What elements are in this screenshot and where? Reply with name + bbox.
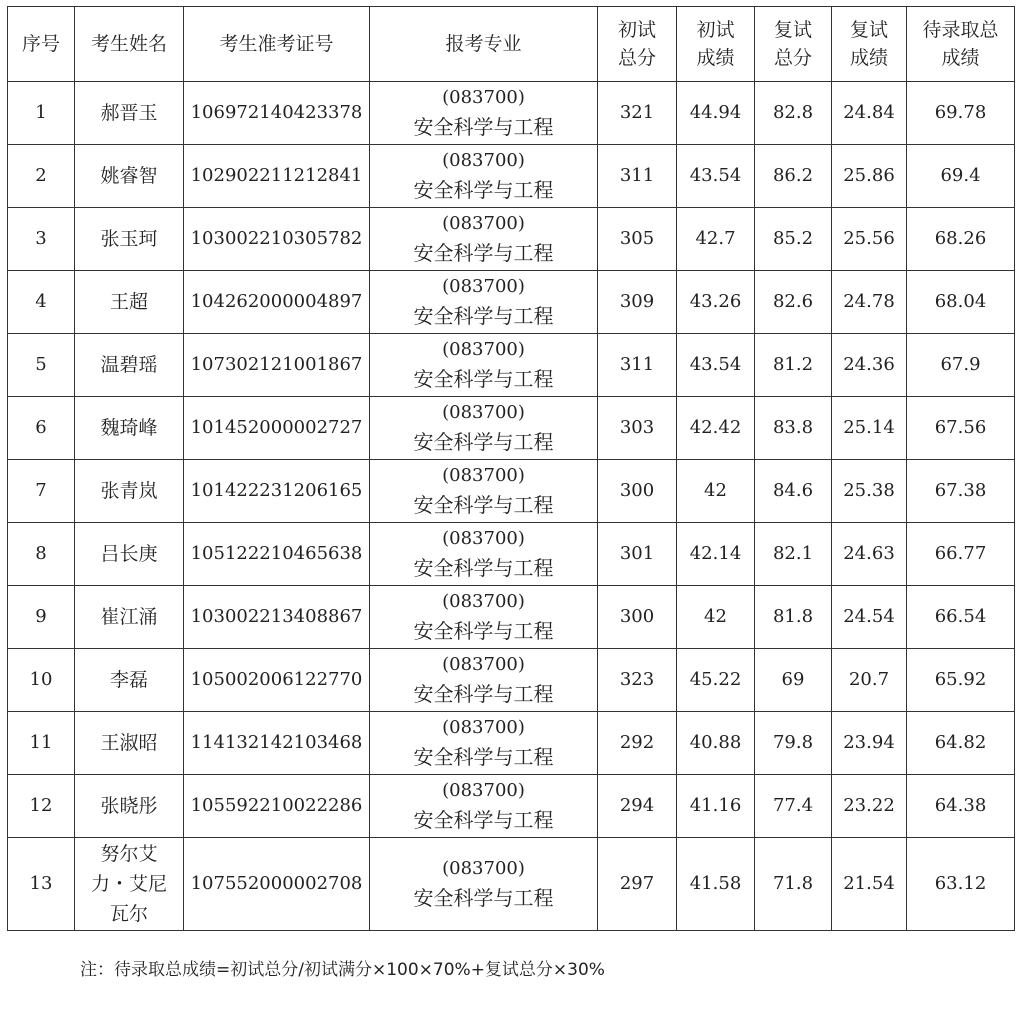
formula-note: 注：待录取总成绩=初试总分/初试满分×100×70%+复试总分×30% — [80, 960, 605, 980]
cell-major — [370, 460, 598, 523]
header-major: 报考专业 — [370, 7, 598, 82]
header-re-total: 复试 总分 — [755, 7, 832, 82]
major-name: 安全科学与工程 — [413, 367, 554, 391]
cell-major — [370, 712, 598, 775]
cell-final: 69.4 — [907, 145, 1015, 208]
cell-final: 67.9 — [907, 334, 1015, 397]
cell-first-total: 311 — [598, 334, 677, 397]
cell-final: 68.04 — [907, 271, 1015, 334]
cell-major — [370, 397, 598, 460]
cell-first-total: 309 — [598, 271, 677, 334]
cell-exam-id: 103002213408867 — [184, 586, 370, 649]
cell-exam-id: 104262000004897 — [184, 271, 370, 334]
cell-re-score: 25.86 — [832, 145, 907, 208]
header-first-score: 初试 成绩 — [677, 7, 755, 82]
cell-final: 69.78 — [907, 82, 1015, 145]
cell-first-score: 43.54 — [677, 145, 755, 208]
cell-name: 温碧瑶 — [75, 334, 184, 397]
cell-name: 魏琦峰 — [75, 397, 184, 460]
cell-first-score: 43.26 — [677, 271, 755, 334]
cell-re-total: 85.2 — [755, 208, 832, 271]
cell-name: 王超 — [75, 271, 184, 334]
major-code: (083700) — [442, 780, 525, 801]
major-name: 安全科学与工程 — [413, 886, 554, 910]
table-row — [8, 712, 1015, 775]
cell-re-total: 82.8 — [755, 82, 832, 145]
cell-exam-id: 107552000002708 — [184, 838, 370, 931]
cell-first-score: 42.7 — [677, 208, 755, 271]
cell-re-score: 25.38 — [832, 460, 907, 523]
header-row — [8, 7, 1015, 82]
cell-name: 张青岚 — [75, 460, 184, 523]
table-row — [8, 460, 1015, 523]
cell-re-score: 20.7 — [832, 649, 907, 712]
major-name: 安全科学与工程 — [413, 115, 554, 139]
cell-major — [370, 586, 598, 649]
cell-exam-id: 107302121001867 — [184, 334, 370, 397]
cell-major — [370, 649, 598, 712]
cell-re-total: 81.2 — [755, 334, 832, 397]
cell-major — [370, 775, 598, 838]
cell-seq: 1 — [8, 82, 75, 145]
cell-exam-id: 101452000002727 — [184, 397, 370, 460]
major-name: 安全科学与工程 — [413, 556, 554, 580]
table-row — [8, 775, 1015, 838]
major-name: 安全科学与工程 — [413, 808, 554, 832]
cell-name: 努尔艾 力・艾尼 瓦尔 — [75, 838, 184, 931]
cell-first-total: 303 — [598, 397, 677, 460]
major-name: 安全科学与工程 — [413, 241, 554, 265]
cell-major — [370, 334, 598, 397]
cell-first-score: 41.58 — [677, 838, 755, 931]
cell-re-score: 24.54 — [832, 586, 907, 649]
cell-first-score: 42 — [677, 460, 755, 523]
cell-final: 64.38 — [907, 775, 1015, 838]
major-code: (083700) — [442, 465, 525, 486]
cell-exam-id: 106972140423378 — [184, 82, 370, 145]
cell-first-total: 297 — [598, 838, 677, 931]
cell-re-score: 25.56 — [832, 208, 907, 271]
header-seq: 序号 — [8, 7, 75, 82]
major-name: 安全科学与工程 — [413, 493, 554, 517]
cell-re-total: 84.6 — [755, 460, 832, 523]
cell-exam-id: 102902211212841 — [184, 145, 370, 208]
header-final: 待录取总 成绩 — [907, 7, 1015, 82]
cell-name: 崔江涌 — [75, 586, 184, 649]
cell-first-total: 292 — [598, 712, 677, 775]
cell-name: 姚睿智 — [75, 145, 184, 208]
cell-exam-id: 103002210305782 — [184, 208, 370, 271]
table-row — [8, 523, 1015, 586]
cell-name: 李磊 — [75, 649, 184, 712]
cell-exam-id: 105592210022286 — [184, 775, 370, 838]
table-row — [8, 145, 1015, 208]
cell-major — [370, 145, 598, 208]
cell-final: 66.77 — [907, 523, 1015, 586]
cell-name: 郝晋玉 — [75, 82, 184, 145]
cell-seq: 9 — [8, 586, 75, 649]
cell-re-total: 71.8 — [755, 838, 832, 931]
cell-final: 64.82 — [907, 712, 1015, 775]
cell-final: 63.12 — [907, 838, 1015, 931]
cell-seq: 4 — [8, 271, 75, 334]
cell-major — [370, 523, 598, 586]
cell-re-total: 69 — [755, 649, 832, 712]
cell-seq: 2 — [8, 145, 75, 208]
table-row — [8, 649, 1015, 712]
cell-exam-id: 114132142103468 — [184, 712, 370, 775]
major-name: 安全科学与工程 — [413, 178, 554, 202]
header-re-score: 复试 成绩 — [832, 7, 907, 82]
cell-first-score: 41.16 — [677, 775, 755, 838]
major-code: (083700) — [442, 591, 525, 612]
header-name: 考生姓名 — [75, 7, 184, 82]
header-first-total: 初试 总分 — [598, 7, 677, 82]
cell-first-score: 44.94 — [677, 82, 755, 145]
cell-re-score: 23.22 — [832, 775, 907, 838]
major-code: (083700) — [442, 402, 525, 423]
major-code: (083700) — [442, 339, 525, 360]
cell-re-score: 23.94 — [832, 712, 907, 775]
major-name: 安全科学与工程 — [413, 304, 554, 328]
cell-name: 吕长庚 — [75, 523, 184, 586]
cell-major — [370, 271, 598, 334]
major-code: (083700) — [442, 276, 525, 297]
table-row — [8, 208, 1015, 271]
major-code: (083700) — [442, 213, 525, 234]
cell-first-total: 300 — [598, 586, 677, 649]
cell-re-score: 24.36 — [832, 334, 907, 397]
cell-first-score: 45.22 — [677, 649, 755, 712]
cell-re-total: 79.8 — [755, 712, 832, 775]
cell-name: 张晓彤 — [75, 775, 184, 838]
major-code: (083700) — [442, 87, 525, 108]
cell-major — [370, 838, 598, 931]
major-name: 安全科学与工程 — [413, 619, 554, 643]
major-code: (083700) — [442, 150, 525, 171]
cell-first-total: 305 — [598, 208, 677, 271]
table-row — [8, 82, 1015, 145]
major-name: 安全科学与工程 — [413, 745, 554, 769]
cell-seq: 3 — [8, 208, 75, 271]
table-row — [8, 334, 1015, 397]
cell-exam-id: 105002006122770 — [184, 649, 370, 712]
cell-re-total: 81.8 — [755, 586, 832, 649]
cell-final: 68.26 — [907, 208, 1015, 271]
table-row — [8, 271, 1015, 334]
cell-re-total: 83.8 — [755, 397, 832, 460]
cell-seq: 13 — [8, 838, 75, 931]
cell-re-total: 82.6 — [755, 271, 832, 334]
major-name: 安全科学与工程 — [413, 682, 554, 706]
cell-re-total: 86.2 — [755, 145, 832, 208]
cell-re-score: 25.14 — [832, 397, 907, 460]
cell-seq: 11 — [8, 712, 75, 775]
cell-re-score: 24.63 — [832, 523, 907, 586]
major-code: (083700) — [442, 858, 525, 879]
cell-re-total: 82.1 — [755, 523, 832, 586]
cell-first-total: 294 — [598, 775, 677, 838]
cell-seq: 8 — [8, 523, 75, 586]
cell-re-score: 21.54 — [832, 838, 907, 931]
cell-final: 67.38 — [907, 460, 1015, 523]
cell-first-score: 42.14 — [677, 523, 755, 586]
admission-score-table — [7, 6, 1015, 931]
cell-first-total: 323 — [598, 649, 677, 712]
header-exam-id: 考生准考证号 — [184, 7, 370, 82]
cell-name: 王淑昭 — [75, 712, 184, 775]
table-row — [8, 586, 1015, 649]
cell-first-total: 301 — [598, 523, 677, 586]
cell-seq: 10 — [8, 649, 75, 712]
cell-seq: 12 — [8, 775, 75, 838]
table-row — [8, 838, 1015, 931]
major-code: (083700) — [442, 528, 525, 549]
cell-major — [370, 82, 598, 145]
cell-first-score: 42 — [677, 586, 755, 649]
cell-re-score: 24.78 — [832, 271, 907, 334]
major-code: (083700) — [442, 654, 525, 675]
major-name: 安全科学与工程 — [413, 430, 554, 454]
cell-seq: 6 — [8, 397, 75, 460]
cell-first-total: 300 — [598, 460, 677, 523]
cell-exam-id: 105122210465638 — [184, 523, 370, 586]
cell-first-score: 42.42 — [677, 397, 755, 460]
cell-seq: 5 — [8, 334, 75, 397]
cell-seq: 7 — [8, 460, 75, 523]
cell-re-total: 77.4 — [755, 775, 832, 838]
cell-name: 张玉珂 — [75, 208, 184, 271]
cell-major — [370, 208, 598, 271]
cell-first-score: 43.54 — [677, 334, 755, 397]
cell-re-score: 24.84 — [832, 82, 907, 145]
cell-first-total: 311 — [598, 145, 677, 208]
table-row — [8, 397, 1015, 460]
cell-final: 66.54 — [907, 586, 1015, 649]
cell-exam-id: 101422231206165 — [184, 460, 370, 523]
major-code: (083700) — [442, 717, 525, 738]
cell-first-total: 321 — [598, 82, 677, 145]
cell-final: 67.56 — [907, 397, 1015, 460]
cell-final: 65.92 — [907, 649, 1015, 712]
cell-first-score: 40.88 — [677, 712, 755, 775]
